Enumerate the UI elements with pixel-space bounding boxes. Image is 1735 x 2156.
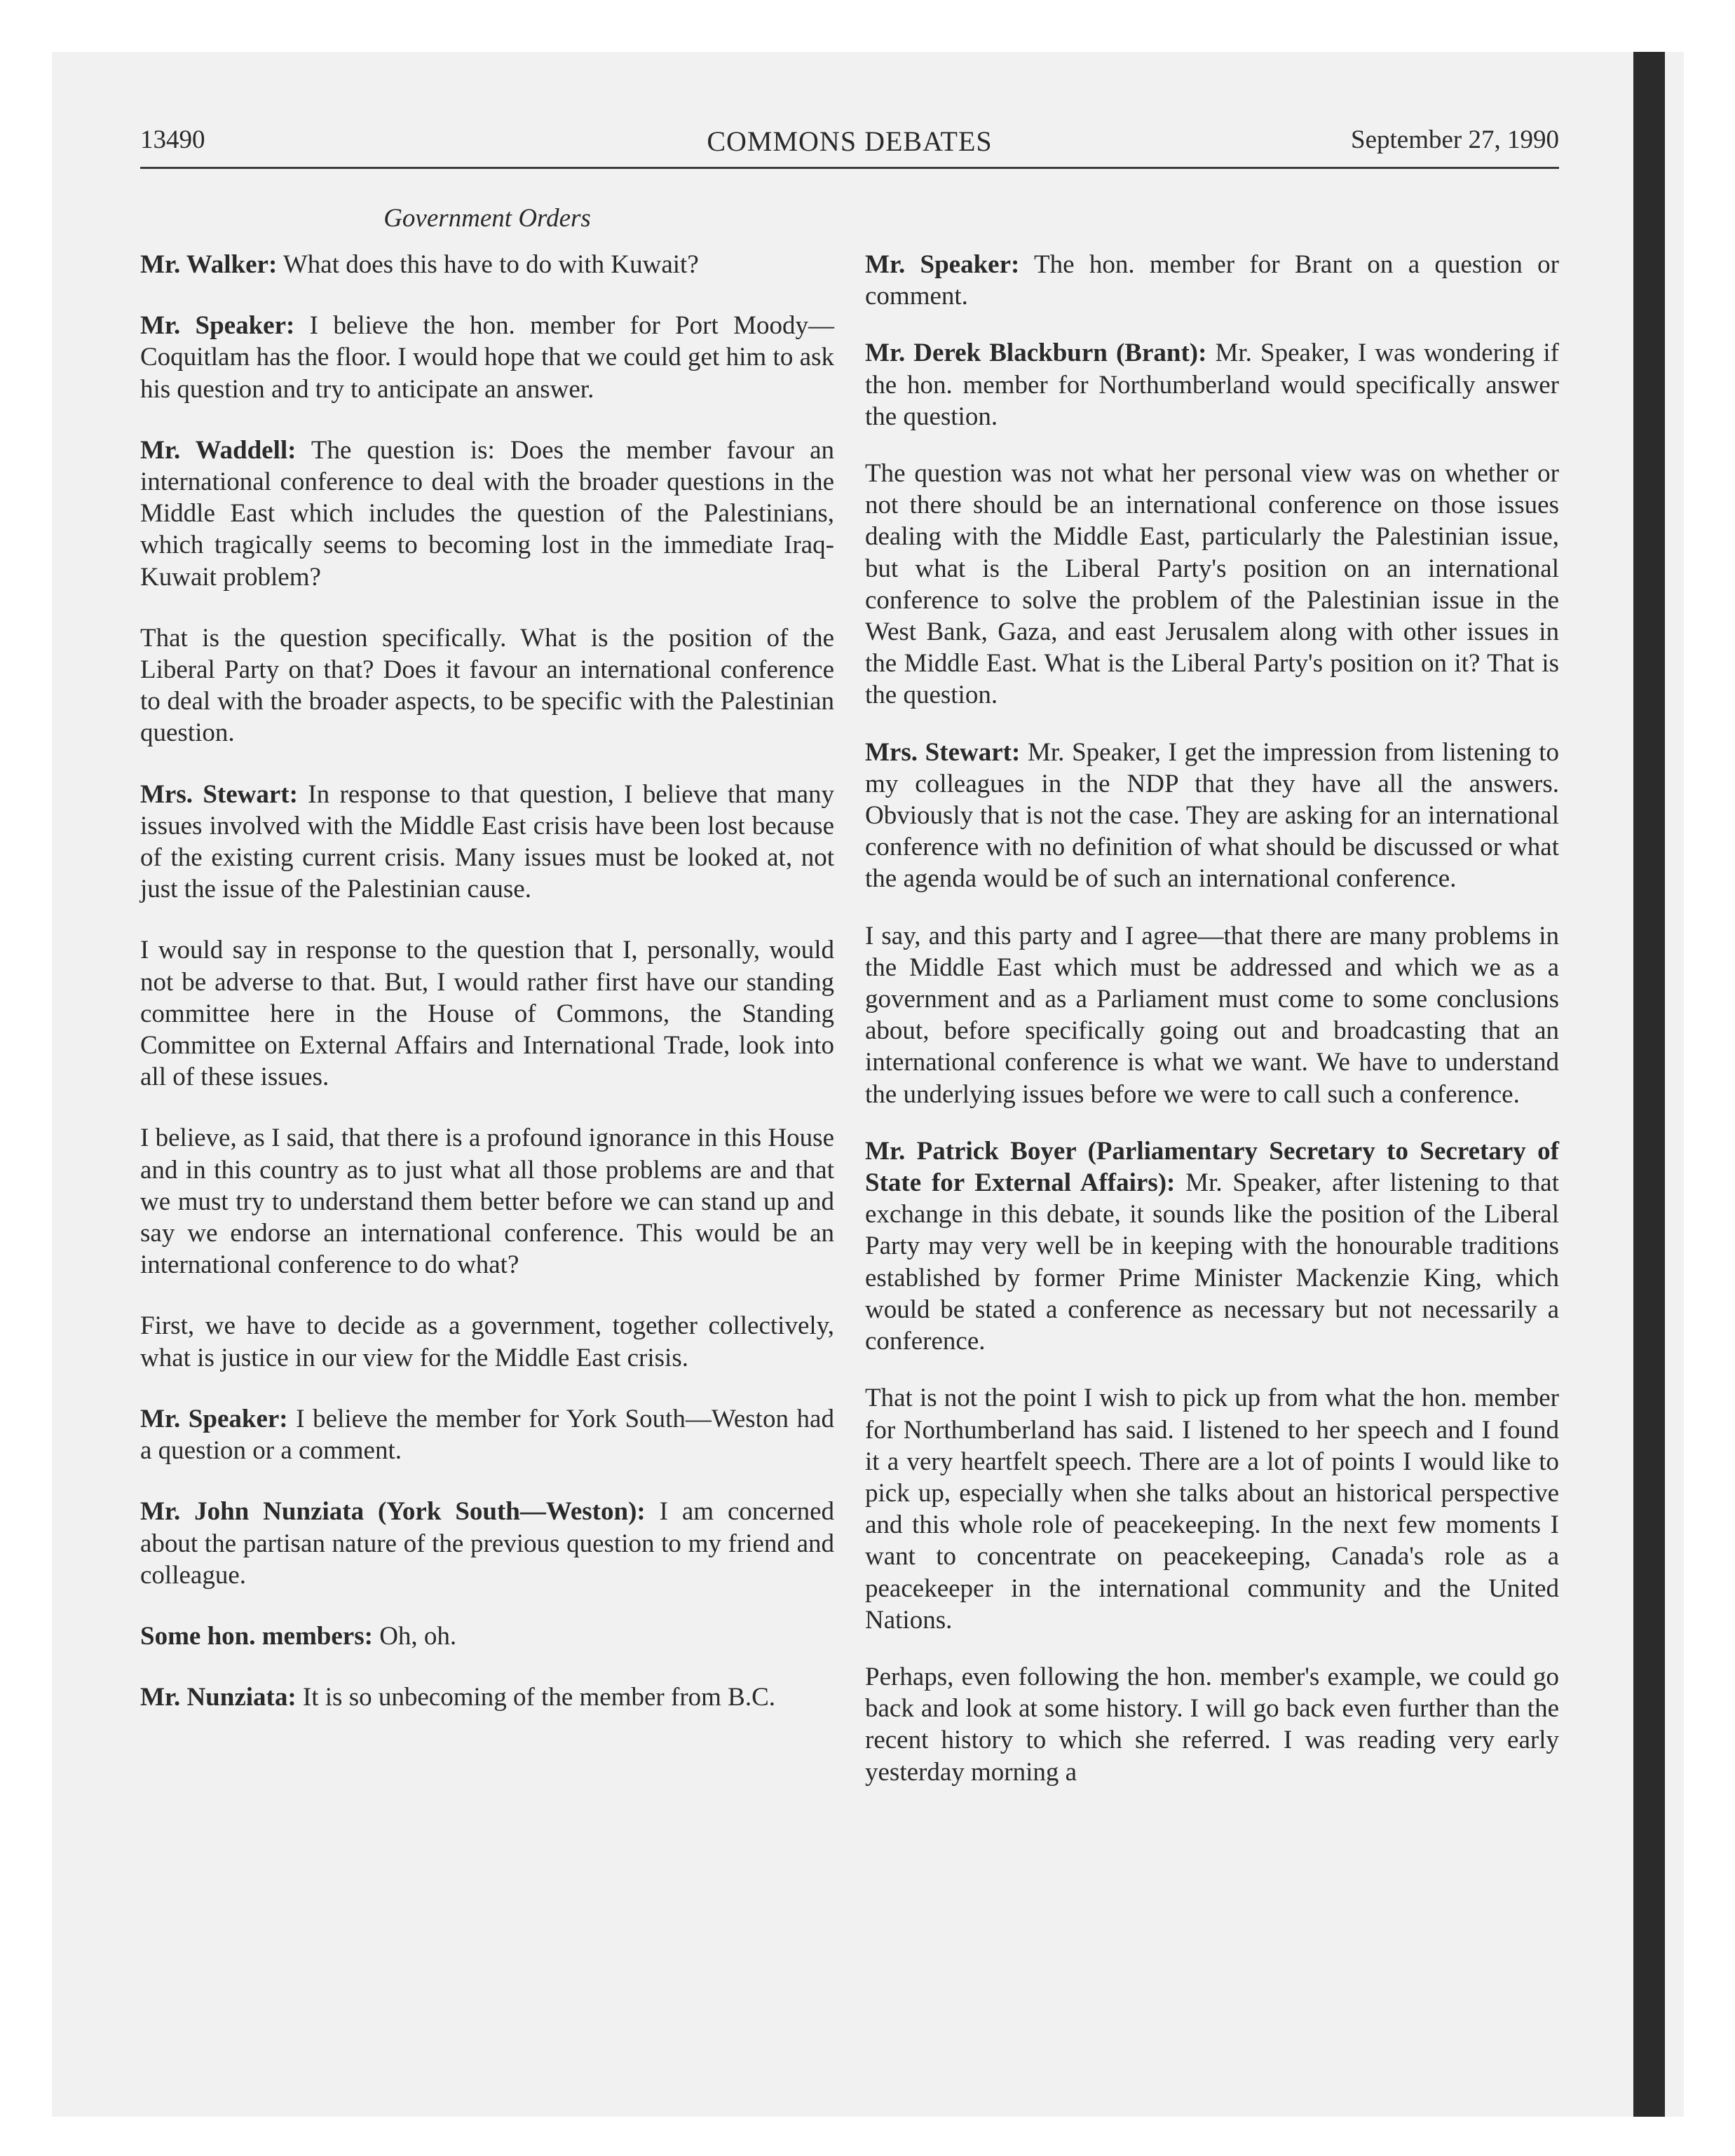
speech-text: It is so unbecoming of the member from B.C. [296, 1683, 776, 1712]
speech-text: What does this have to do with Kuwait? [277, 250, 699, 279]
speech-text: The question was not what her personal view was on whether or not there should be an international conference on those issues dealing with the Middle East, particularly the Palestinian issue, but what is the Liberal Party's position on an international conference to solve the problem of the Palestinian issue in the West Bank, Gaza, and east Jerusalem along with other issues in the Middle East. What is the Liberal Party's position on it? That is the question. [865, 459, 1559, 710]
speaker-name: Mr. Nunziata: [140, 1683, 297, 1712]
paragraph [140, 934, 834, 1093]
paragraph [865, 249, 1559, 312]
speaker-name: Some hon. members: [140, 1621, 373, 1651]
section-title: Government Orders [383, 204, 591, 233]
speech-text: Perhaps, even following the hon. member's example, we could go back and look at some history. I will go back even further than the recent history to which she referred. I was reading very early yesterday morning a [865, 1662, 1559, 1787]
speaker-name: Mr. Waddell: [140, 435, 297, 465]
paragraph [865, 458, 1559, 711]
speech-text: Oh, oh. [372, 1621, 457, 1651]
paragraph [140, 779, 834, 906]
speech-text: Mr. Speaker, I was wondering if the hon. member for Northumberland would specifically answer the question. [865, 339, 1559, 431]
speech-text: I say, and this party and I agree—that there are many problems in the Middle East which must be addressed and which we as a government and as a Parliament must come to some conclusions about, before specifically going out and broadcasting that an international conference is what we want. We have to understand the underlying issues before we were to call such a conference. [865, 921, 1559, 1109]
paragraph [865, 1382, 1559, 1636]
paragraph [140, 1496, 834, 1591]
speech-text: First, we have to decide as a government, together collectively, what is justice in our view for the Middle East crisis. [140, 1311, 834, 1372]
speaker-name: Mr. Patrick Boyer (Parliamentary Secretary to Secretary of State for External Affairs): [865, 1136, 1559, 1198]
paragraph [865, 1661, 1559, 1788]
speaker-name: Mrs. Stewart: [865, 737, 1021, 767]
speaker-name: Mrs. Stewart: [140, 779, 298, 809]
speech-text: That is the question specifically. What is the position of the Liberal Party on that? Does it favour an international conference to deal with the broader aspects, to be specific with the Palestinian question. [140, 623, 834, 748]
paragraph [865, 920, 1559, 1110]
paragraph [140, 1310, 834, 1373]
speech-text: I believe, as I said, that there is a profound ignorance in this House and in this country as to just what all those problems are and that we must try to understand them better before we can stand up and say we endorse an international conference. This would be an international conference to do what? [140, 1124, 834, 1280]
speaker-name: Mr. Speaker: [865, 250, 1020, 279]
paragraph [140, 435, 834, 593]
speech-text: Mr. Speaker, I get the impression from listening to my colleagues in the NDP that they have all the answers. Obviously that is not the case. They are asking for an international conference with no definition of what should be discussed or what the agenda would be of such an international conference. [865, 737, 1559, 894]
paragraph [140, 310, 834, 405]
right-column [865, 249, 1559, 1788]
speech-text: That is not the point I wish to pick up from what the hon. member for Northumberland has said. I listened to her speech and I found it a very heartfelt speech. There are a lot of points I would like to pick up, especially when she talks about an historical perspective and this whole role of peacekeeping. In the next few moments I want to concentrate on peacekeeping, Canada's role as a peacekeeper in the international community and the United Nations. [865, 1384, 1559, 1635]
speech-text: I believe the member for York South—Weston had a question or a comment. [140, 1404, 834, 1466]
paragraph [140, 1403, 834, 1466]
paragraph [140, 622, 834, 749]
paragraph [140, 1681, 834, 1713]
paragraph [140, 249, 834, 280]
left-column [140, 249, 834, 1713]
paragraph [865, 737, 1559, 895]
speech-text: I would say in response to the question that I, personally, would not be adverse to that. But, I would rather first have our standing committee here in the House of Commons, the Standing Committee on External Affairs and International Trade, look into all of these issues. [140, 936, 834, 1092]
publication-title: COMMONS DEBATES [707, 125, 993, 157]
page-header [140, 125, 1559, 167]
publication-date: September 27, 1990 [1351, 125, 1559, 154]
paragraph [140, 1122, 834, 1281]
speaker-name: Mr. Derek Blackburn (Brant): [865, 339, 1207, 368]
speech-text: Mr. Speaker, after listening to that exchange in this debate, it sounds like the position of the Liberal Party may very well be in keeping with the honourable traditions established by former Prime Minister Mackenzie King, which would be stated a conference as necessary but not necessarily a conference. [865, 1168, 1559, 1356]
speech-text: The question is: Does the member favour an international conference to deal with the broader questions in the Middle East which includes the question of the Palestinians, which tragically seems to becoming lost in the immediate Iraq-Kuwait problem? [140, 435, 834, 592]
binding-edge [1633, 52, 1665, 2117]
page-number: 13490 [140, 125, 205, 154]
header-rule [140, 167, 1559, 169]
paragraph [140, 1621, 834, 1652]
speaker-name: Mr. Speaker: [140, 311, 295, 341]
speech-text: In response to that question, I believe that many issues involved with the Middle East crisis have been lost because of the existing current crisis. Many issues must be looked at, not just the issue of the Palestinian cause. [140, 779, 835, 904]
paragraph [865, 1135, 1559, 1357]
speech-text: I believe the hon. member for Port Moody—Coquitlam has the floor. I would hope that we could get him to ask his question and try to anticipate an answer. [140, 311, 835, 404]
speech-text: I am concerned about the partisan nature of the previous question to my friend and colleague. [140, 1497, 834, 1590]
speaker-name: Mr. John Nunziata (York South—Weston): [140, 1497, 646, 1527]
speaker-name: Mr. Walker: [140, 250, 278, 279]
speaker-name: Mr. Speaker: [140, 1404, 288, 1433]
speech-text: The hon. member for Brant on a question or comment. [865, 250, 1559, 311]
paragraph [865, 337, 1559, 432]
